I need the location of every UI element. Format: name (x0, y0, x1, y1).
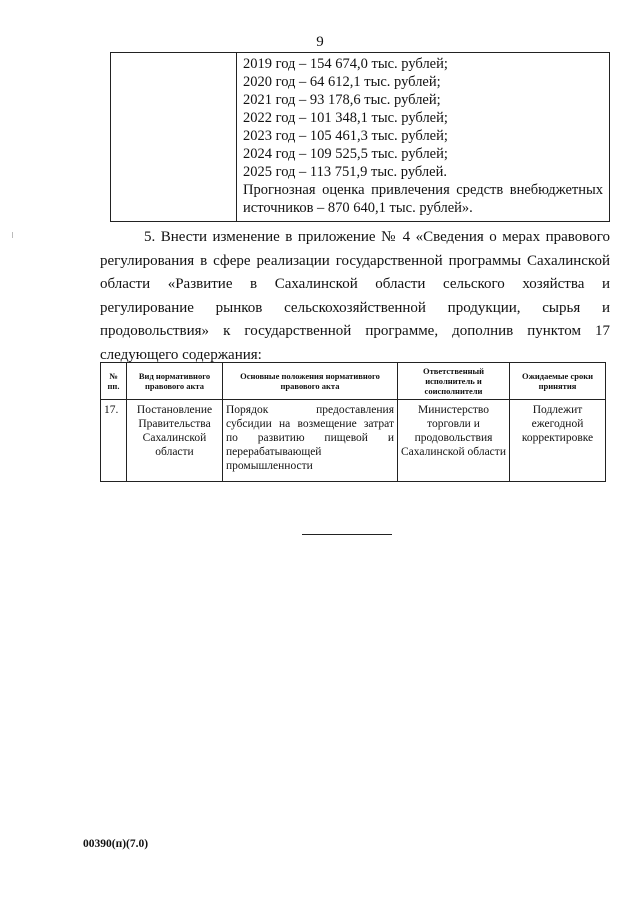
header-act-type: Вид нормативного правового акта (127, 363, 223, 400)
budget-line: 2023 год – 105 461,3 тыс. рублей; (243, 128, 448, 144)
budget-table-empty-cell (111, 53, 237, 222)
budget-line: 2022 год – 101 348,1 тыс. рублей; (243, 110, 448, 126)
budget-line: 2024 год – 109 525,5 тыс. рублей; (243, 146, 448, 162)
header-number: № пп. (101, 363, 127, 400)
header-executor: Ответственный исполнитель и соисполнители (398, 363, 510, 400)
budget-table (110, 52, 610, 222)
paragraph-5: 5. Внести изменение в приложение № 4 «Сведения о мерах правового регулирования в сфере реализации государственной программы Сахалинской области «Развитие в Сахалинской области сельского хозяйства и регулирование рынков сельскохозяйственной продукции, сырья и продовольствия» к государственной программе, дополнив пунктом 17 следующего содержания: (100, 229, 610, 363)
header-deadline: Ожидаемые сроки принятия (510, 363, 606, 400)
measures-table (100, 362, 606, 482)
budget-table-lines-cell (237, 53, 610, 222)
budget-forecast: Прогнозная оценка привлечения средств внебюджетных источников – 870 640,1 тыс. рублей». (243, 182, 603, 216)
row-deadline: Подлежит ежегодной корректировке (510, 400, 606, 482)
budget-line: 2021 год – 93 178,6 тыс. рублей; (243, 92, 441, 108)
budget-line: 2025 год – 113 751,9 тыс. рублей. (243, 164, 447, 180)
page-number: 9 (316, 34, 324, 50)
margin-mark (12, 232, 13, 238)
budget-line: 2020 год – 64 612,1 тыс. рублей; (243, 74, 441, 90)
row-provisions: Порядок предоставления субсидии на возмещение затрат по развитию пищевой и перерабатывающей промышленности (223, 400, 398, 482)
row-number: 17. (101, 400, 127, 482)
row-executor: Министерство торговли и продовольствия Сахалинской области (398, 400, 510, 482)
footer-code: 00390(п)(7.0) (83, 838, 149, 850)
table-row (101, 400, 606, 482)
budget-line: 2019 год – 154 674,0 тыс. рублей; (243, 56, 448, 72)
separator-line (302, 534, 392, 535)
header-provisions: Основные положения нормативного правового акта (223, 363, 398, 400)
row-act-type: Постановление Правительства Сахалинской области (127, 400, 223, 482)
measures-table-header-row (101, 363, 606, 400)
